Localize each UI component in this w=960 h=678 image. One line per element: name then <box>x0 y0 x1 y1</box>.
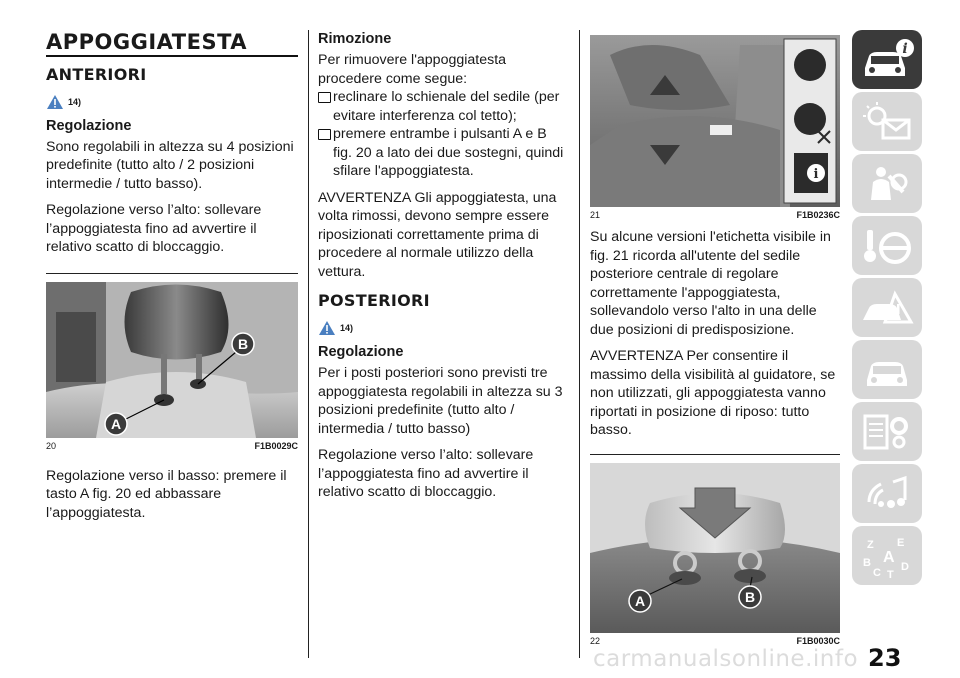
figure-code: F1B0030C <box>796 635 840 646</box>
rear-seat-label-illustration <box>590 35 840 207</box>
paragraph: Per i posti posteriori sono previsti tre appoggiatesta regolabili in altezza su 3 posizioni predefinite (tutto alto / intermedia / tutto basso) <box>318 365 563 437</box>
car-info-icon <box>859 38 915 82</box>
front-headrest-illustration <box>46 282 298 438</box>
tab-emergency[interactable] <box>852 278 922 337</box>
airbag-safety-icon <box>859 162 915 206</box>
tab-index[interactable] <box>852 526 922 585</box>
rear-headrest-illustration <box>590 463 840 633</box>
paragraph-warning: AVVERTENZA Per consentire il massimo della visibilità al guidatore, se non utilizzati, gli appoggiatesta vanno riportati in posizione di riposo: tutto basso. <box>590 348 836 438</box>
figure-code: F1B0236C <box>796 210 840 220</box>
tab-car-info[interactable] <box>852 30 922 89</box>
figure-code: F1B0029C <box>254 440 298 451</box>
callout-a: A <box>110 415 122 432</box>
column-front-headrests <box>46 30 298 522</box>
index-letter: B <box>863 556 871 569</box>
figure-22 <box>590 463 840 633</box>
figure-rule <box>590 454 840 455</box>
warning-triangle-icon <box>318 320 336 336</box>
figure-number: 21 <box>590 210 601 220</box>
figure-number: 20 <box>46 440 57 451</box>
column-rear-figures <box>590 30 840 646</box>
index-letter: Z <box>867 538 874 551</box>
list-item <box>318 88 568 125</box>
callout-b: B <box>744 588 756 605</box>
index-letters-icon <box>859 534 915 578</box>
figure-rule <box>46 273 298 274</box>
paragraph: Per rimuovere l'appoggiatesta procedere come segue: <box>318 52 507 87</box>
page-number: 23 <box>868 644 902 672</box>
paragraph-warning: AVVERTENZA Gli appoggiatesta, una volta rimossi, devono sempre essere riposizionati correttamente prima di procedere al normale utilizzo della vettura. <box>318 189 557 280</box>
subheading-adjustment: Regolazione <box>318 344 404 360</box>
index-letter: E <box>897 536 905 549</box>
callout-b: B <box>237 335 249 352</box>
list-item-text: premere entrambe i pulsanti A e B fig. 20 a lato dei due sostegni, quindi sfilare l'appoggiatesta. <box>333 126 564 179</box>
specs-gear-icon <box>859 410 915 454</box>
tab-starting-driving[interactable] <box>852 216 922 275</box>
svg-text:i: i <box>902 40 908 57</box>
title-rule <box>46 55 298 57</box>
figure-number: 22 <box>590 635 601 646</box>
figure-20 <box>46 282 298 438</box>
callout-a: A <box>634 592 646 609</box>
column-divider <box>579 30 580 658</box>
paragraph: Regolazione verso l’alto: sollevare l’appoggiatesta fino ad avvertire il relativo scatto di bloccaggio. <box>46 202 262 255</box>
index-letter: D <box>901 560 909 573</box>
tab-maintenance[interactable] <box>852 340 922 399</box>
watermark: carmanualsonline.info <box>593 646 859 672</box>
warning-ref-number: 14) <box>340 323 354 333</box>
figure-21 <box>590 35 840 207</box>
index-letter: T <box>887 568 894 578</box>
paragraph: Regolazione verso il basso: premere il tasto A fig. 20 ed abbassare l’appoggiatesta. <box>46 467 287 521</box>
section-heading-front: ANTERIORI <box>46 64 147 84</box>
column-removal <box>318 30 568 502</box>
tab-safety[interactable] <box>852 154 922 213</box>
figure-caption <box>590 210 840 220</box>
key-steering-icon <box>859 224 915 268</box>
list-item <box>318 125 568 181</box>
warning-lights-icon <box>859 100 915 144</box>
paragraph: Su alcune versioni l'etichetta visibile in fig. 21 ricorda all'utente del sedile posteriore centrale di regolare correttamente l'appoggiatesta, sollevandolo verso l'alto in una delle due posizioni di predisposizione. <box>590 229 831 338</box>
warning-ref <box>46 93 298 111</box>
column-divider <box>308 30 309 658</box>
tab-warning-lights[interactable] <box>852 92 922 151</box>
maintenance-car-icon <box>859 348 915 392</box>
svg-text:i: i <box>813 167 819 182</box>
chapter-sidebar <box>852 30 922 588</box>
paragraph: Regolazione verso l’alto: sollevare l’appoggiatesta fino ad avvertire il relativo scatto di bloccaggio. <box>318 447 534 500</box>
warning-triangle-icon <box>46 94 64 110</box>
subheading-removal: Rimozione <box>318 31 392 47</box>
tab-multimedia[interactable] <box>852 464 922 523</box>
emergency-icon <box>859 286 915 330</box>
section-heading-rear: POSTERIORI <box>318 291 430 310</box>
bullet-icon <box>318 92 331 103</box>
figure-caption <box>590 636 840 646</box>
subheading-adjustment: Regolazione <box>46 117 132 134</box>
tab-specifications[interactable] <box>852 402 922 461</box>
bullet-icon <box>318 129 331 140</box>
index-letter: C <box>873 566 881 578</box>
list-item-text: reclinare lo schienale del sedile (per evitare interferenza col tetto); <box>333 89 560 124</box>
paragraph: Sono regolabili in altezza su 4 posizioni predefinite (tutto alto / 2 posizioni intermedie / tutto basso). <box>46 138 294 192</box>
warning-ref-number: 14) <box>68 96 82 107</box>
index-letter: A <box>883 548 895 566</box>
figure-caption <box>46 441 298 451</box>
multimedia-icon <box>859 472 915 516</box>
warning-ref <box>318 319 568 337</box>
page-title: APPOGGIATESTA <box>46 30 248 54</box>
